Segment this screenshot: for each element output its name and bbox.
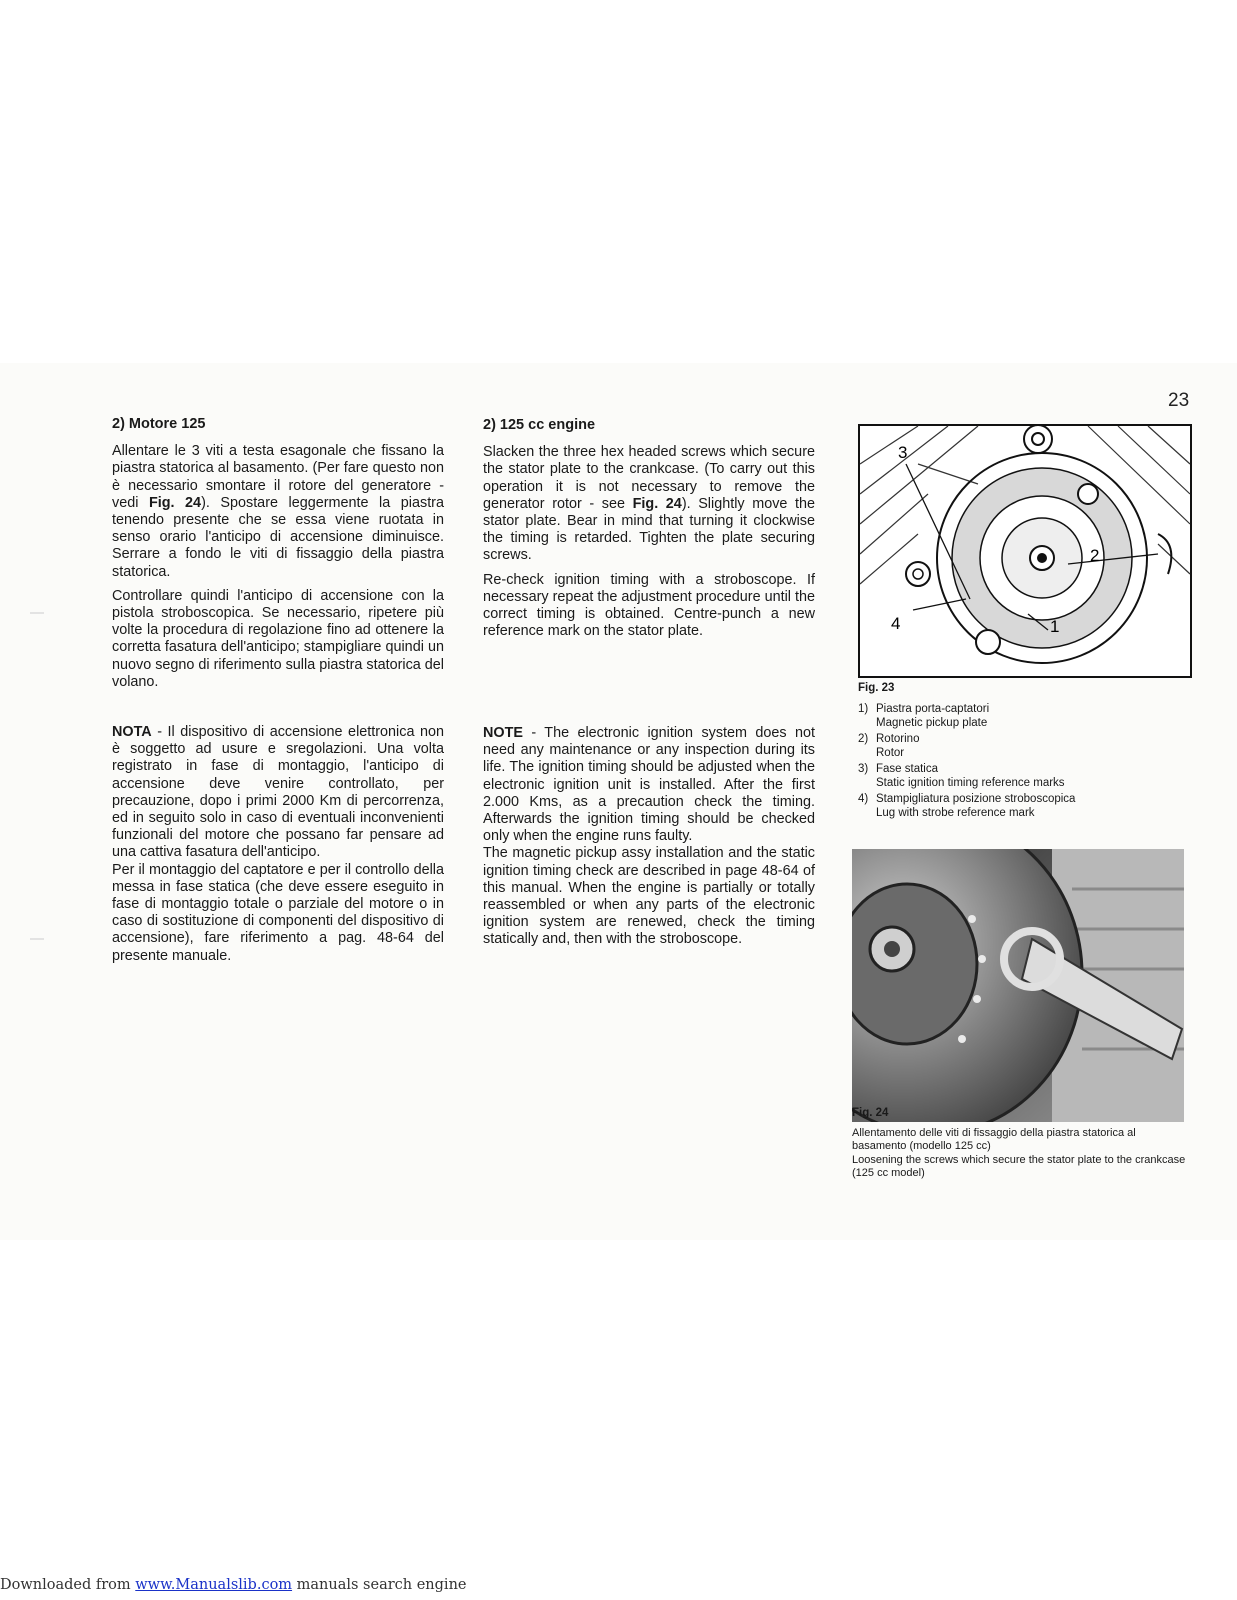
italian-heading: 2) Motore 125 [112, 416, 206, 432]
fig23-stator-plate-drawing [858, 424, 1192, 678]
download-footer: Downloaded from www.Manualslib.com manuals search engine [0, 1577, 467, 1593]
fig23-title: Fig. 23 [858, 682, 895, 694]
italian-note-paragraph-1: NOTA - Il dispositivo di accensione elettronica non è soggetto ad usure e sregolazioni. Una volta registrato in fase di montaggio, l'anticipo di accensione deve venire controllato, per precauzione, dopo i primi 2000 Km di percorrenza, ed in seguito solo in caso di eventuali inconvenienti funzionali del motore che possano far pensare ad una cattiva fasatura dell'anticipo. [112, 724, 444, 861]
fig23-legend [858, 682, 1198, 822]
italian-section [112, 416, 444, 698]
legend-item: 1) Piastra porta-captatori Magnetic pickup plate [858, 702, 990, 729]
legend-item: 3) Fase statica Static ignition timing reference marks [858, 762, 1065, 789]
scan-edge-mark [30, 612, 44, 614]
fig24-title: Fig. 24 [852, 1107, 889, 1119]
note-label: NOTA [112, 724, 152, 740]
english-section [483, 417, 815, 647]
fig24-caption-it: Allentamento delle viti di fissaggio della piastra statorica al basamento (modello 125 cc) [852, 1126, 1136, 1152]
italian-note [112, 724, 444, 972]
fig24-photo [852, 849, 1184, 1122]
english-note [483, 725, 815, 956]
italian-paragraph-1: Allentare le 3 viti a testa esagonale che fissano la piastra statorica al basamento. (Per fare questo non è necessario smontare il rotore del generatore - vedi Fig. 24). Spostare leggermente la piastra tenendo presente che se essa viene ruotata in senso orario l'anticipo di accensione diminuisce. Serrare a fondo le viti di fissaggio della piastra statorica. [112, 443, 444, 580]
fig24-caption-en: Loosening the screws which secure the stator plate to the crankcase (125 cc model) [852, 1153, 1186, 1179]
page-number: 23 [1168, 390, 1190, 411]
english-note-paragraph-2: The magnetic pickup assy installation and the static ignition timing check are described in page 48-64 of this manual. When the engine is partially or totally reassembled or when any parts of the electronic ignition system are renewed, check the timing statically and, then with the stroboscope. [483, 845, 815, 948]
english-heading: 2) 125 cc engine [483, 417, 596, 433]
italian-paragraph-2: Controllare quindi l'anticipo di accensione con la pistola stroboscopica. Se necessario, ripetere più volte la procedura di regolazione fino ad ottenere la corretta fasatura dell'anticipo; stampigliare quindi un nuovo segno di riferimento sulla piastra statorica del volano. [112, 587, 444, 690]
italian-note-paragraph-2: Per il montaggio del captatore e per il controllo della messa in fase statica (che deve essere eseguito in fase di montaggio totale o parziale del motore o in caso di sostituzione di componenti del dispositivo di accensione), fare riferimento a pag. 48-64 del presente manuale. [112, 861, 444, 964]
english-note-paragraph-1: NOTE - The electronic ignition system does not need any maintenance or any inspection during its life. The ignition timing should be adjusted when the electronic ignition unit is installed. After the first 2.000 Kms, as a precaution check the timing. Afterwards the ignition timing should be checked only when the engine runs faulty. [483, 725, 815, 845]
fig23-callout-3: 3 [898, 443, 908, 462]
legend-item: 2) Rotorino Rotor [858, 732, 920, 759]
scan-edge-mark [30, 938, 44, 940]
english-paragraph-1: Slacken the three hex headed screws which secure the stator plate to the crankcase. (To carry out this operation it is not necessary to remove the generator rotor - see Fig. 24). Slightly move the stator plate. Bear in mind that turning it clockwise the timing is retarded. Tighten the plate securing screws. [483, 444, 815, 564]
fig-reference: Fig. 24 [632, 495, 682, 512]
english-paragraph-2: Re-check ignition timing with a stroboscope. If necessary repeat the adjustment procedure until the correct timing is obtained. Centre-punch a new reference mark on the stator plate. [483, 571, 815, 640]
fig-reference: Fig. 24 [148, 494, 202, 511]
fig23-callout-4: 4 [891, 614, 901, 633]
fig23-callout-2: 2 [1090, 546, 1100, 565]
note-label: NOTE [483, 725, 523, 741]
fig23-callout-1: 1 [1050, 617, 1060, 636]
fig24-caption [852, 1107, 1192, 1181]
legend-item: 4) Stampigliatura posizione stroboscopica Lug with strobe reference mark [858, 792, 1076, 819]
manualslib-link[interactable]: www.Manualslib.com [135, 1577, 293, 1593]
